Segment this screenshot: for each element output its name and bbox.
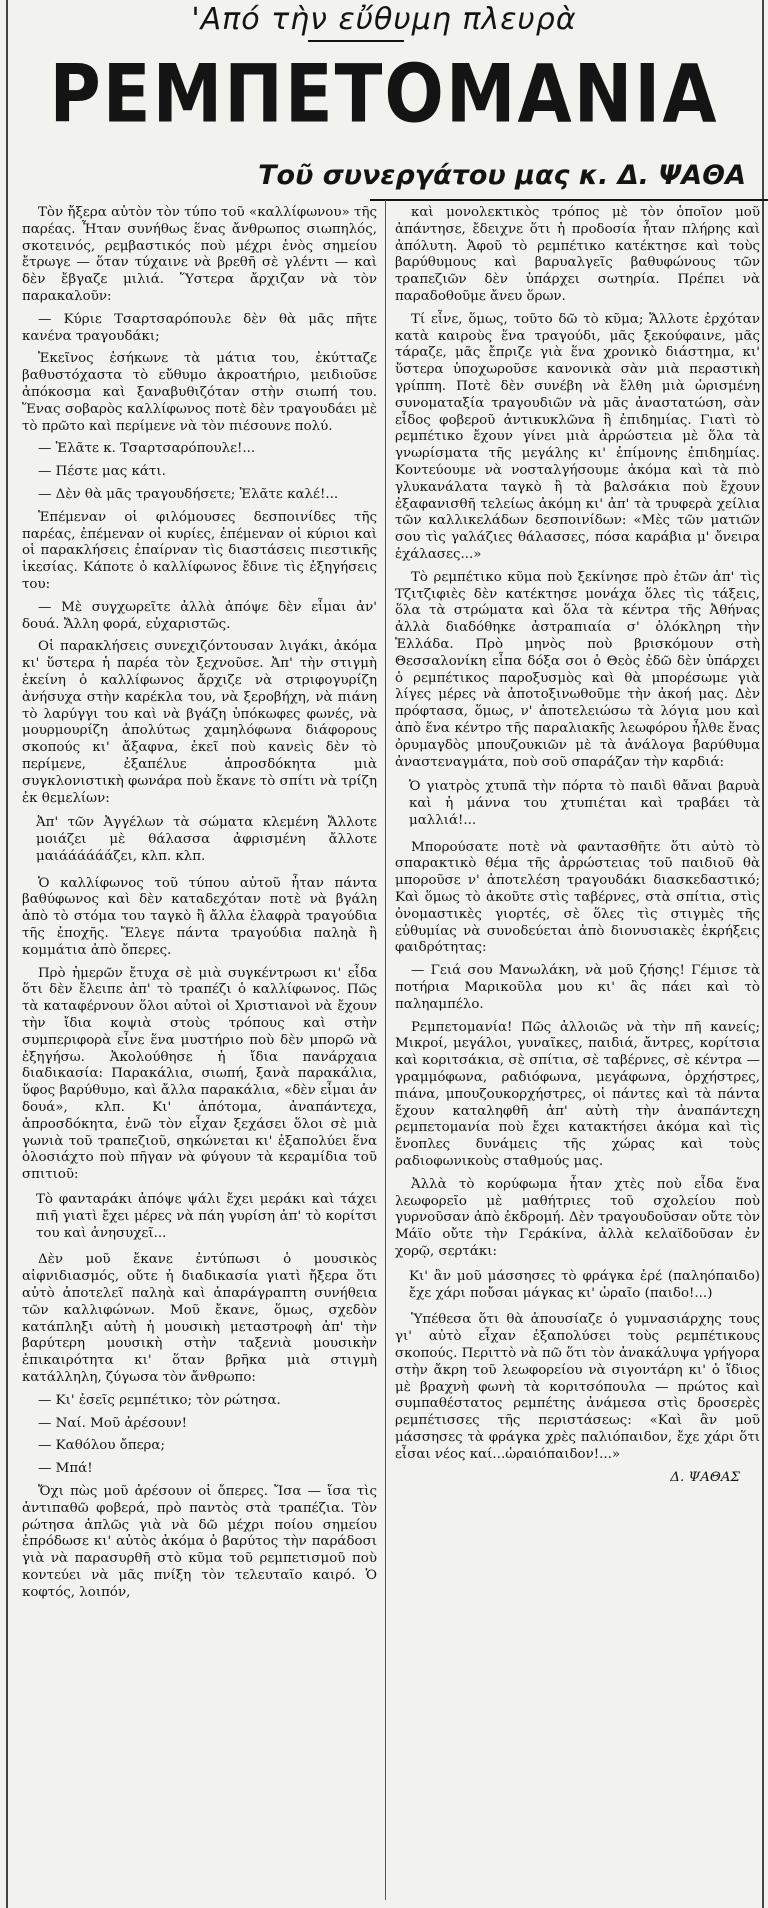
song-verse: Ὁ γιατρὸς χτυπᾶ τὴν πόρτα τὸ παιδὶ θἄναι βαρυὰ καὶ ἡ μάννα του χτυπιέται καὶ τραβάει τὰ μαλλιά!... [409,779,760,828]
paragraph: Ὄχι πὼς μοῦ ἀρέσουν οἱ ὄπερες. Ἴσα — ἴσα τὶς ἀντιπαθῶ φοβερά, πρὸ παντὸς στὰ τραπέζια. Τὸν ρώτησα ἁπλῶς γιὰ νὰ δῶ μέχρι ποίου σημείου ἐπρόδωσε κι' αὐτὸς ἀκόμα ὁ βαρύτος τὴν παράδοσι γιὰ νὰ παρασυρθῆ στὸ κῦμα τοῦ ρεμπετισμοῦ ποὺ κοντεύει νὰ μᾶς πνίξη τὸν τελευταῖο καιρό. Ὁ κοφτός, λοιπόν, [22,1483,377,1600]
kicker-underline [308,40,404,42]
paragraph: Δὲν μοῦ ἔκανε ἐντύπωσι ὁ μουσικὸς αἰφνιδιασμός, οὔτε ἡ διαδικασία γιατὶ ἤξερα ὅτι αὐτὸ ἀποτελεῖ παληὰ καὶ ἀπαράγραπτη συνήθεια τῶν καλλιφώνων. Μοῦ ἔκανε, ὅμως, σχεδὸν κατάπληξι αὐτὴ ἡ μουσικὴ μεταστροφὴ ἀπ' τὴν βαρύτερη μουσικὴ στὴν ταξενιὰ μουσικὴν ἐπικαιρότητα κι' ὅταν βρῆκα μιὰ στιγμὴ κατάλληλη, ζύγωσα τὸν ἄνθρωπο: [22,1252,377,1385]
paragraph: Ὑπέθεσα ὅτι θὰ ἀπουσίαζε ὁ γυμνασιάρχης τους γι' αὐτὸ εἶχαν ἐξαπολύσει τοὺς ρεμπέτικους σκοπούς. Περιττὸ νὰ πῶ ὅτι τὸν ἀνακάλυψα γρήγορα στὴν ἄκρη τοῦ λεωφορείου νὰ σιγοντάρη κι' ὁ ἴδιος μὲ βραχνὴ φωνὴ τὰ κοριτσόπουλα — πρώτος καὶ συμπαθέστατος ρεμπέτης ἀνάμεσα στὶς δροσερὲς ρεμπέτισσες τῆς περιστάσεως: «Καὶ ἂν μοῦ μάσσησες τὰ φράγκα χρὲς παλιόπαιδον, ἔχε χάρι ὅτι εἶσαι νέος καί...ὡραιόπαιδον!...» [395,1312,760,1462]
paragraph: — Δὲν θὰ μᾶς τραγουδήσετε; Ἐλᾶτε καλέ!... [38,486,339,502]
paragraph: — Μὲ συγχωρεῖτε ἀλλὰ ἀπόψε δὲν εἶμαι ἀν' δουά. Ἄλλη φορά, εὐχαριστῶς. [22,599,377,632]
article-byline: Τοῦ συνεργάτου μας κ. Δ. ΨΑΘΑ [258,160,746,191]
paragraph: Ἐκεῖνος ἐσήκωνε τὰ μάτια του, ἐκύτταζε βαθυστόχαστα τὸ εὔθυμο ἀκροατήριο, μειδιοῦσε ἀπόκοσμα καὶ ξαναβυθιζόταν στὴν σιωπή του. Ἕνας σοβαρὸς καλλίφωνος ποτὲ δὲν τραγουδάει μὲ τὸ πρῶτο καὶ περίμενε νὰ τὸν πιέσουνε πολύ. [22,351,377,434]
article-headline: ΡΕΜΠΕΤΟΜΑΝΙΑ [49,46,719,142]
paragraph: — Κι' ἐσεῖς ρεμπέτικο; τὸν ρώτησα. [38,1392,281,1408]
paragraph: — Κύριε Τσαρτσαρόπουλε δὲν θὰ μᾶς πῆτε κανένα τραγουδάκι; [22,311,377,344]
song-verse: Τὸ φανταράκι ἀπόψε ψάλι ἔχει μεράκι καὶ τάχει πιῆ γιατὶ ἔχει μέρες νὰ πάη γυρίση ἀπ' τὸ κορίτσι του καὶ ἀνησυχεῖ... [36,1192,377,1241]
paragraph: καὶ μονολεκτικὸς τρόπος μὲ τὸν ὁποῖον μοῦ ἀπάντησε, ἔδειχνε ὅτι ἡ προδοσία ἦταν πλήρης καὶ ἀπόλυτη. Ἀφοῦ τὸ ρεμπέτικο κατέκτησε καὶ τοὺς βαρύθυμους καὶ βαρυαλγεῖς βαθυφώνους τῶν τραπεζιῶν δὲν ὑπάρχει σωτηρία. Πρέπει νὰ παραδοθοῦμε ἄνευ ὅρων. [395,205,760,304]
paragraph: — Καθόλου ὄπερα; [38,1438,165,1454]
paragraph: — Ναί. Μοῦ ἀρέσουν! [38,1415,188,1431]
author-signature: Δ. ΨΑΘΑΣ [670,1469,740,1485]
paragraph: Ἐπέμεναν οἱ φιλόμουσες δεσποινίδες τῆς παρέας, ἐπέμεναν οἱ κυρίες, ἐπέμεναν οἱ κύριοι καὶ οἱ παρακλήσεις ἐπαίρναν τὶς διαστάσεις πιεστικῆς ἱκεσίας. Κάποτε ὁ καλλίφωνος ἔδινε τὶς ἐξηγήσεις του: [22,509,377,592]
article-kicker: 'Από τὴν εὔθυμη πλευρὰ [191,2,577,37]
column-divider [385,200,386,1900]
page-frame-left [6,0,8,1908]
left-column [22,205,377,1900]
page-frame-right [762,0,764,1908]
paragraph: Ρεμπετομανία! Πῶς ἀλλοιῶς νὰ τὴν πῆ κανείς; Μικροί, μεγάλοι, γυναῖκες, παιδιά, ἄντρες, κορίτσια καὶ κοριτσάκια, σὲ σπίτια, σὲ ταβέρνες, σὲ κέντρα — γραμμόφωνα, ραδιόφωνα, μεγάφωνα, ὀρχήστρες, πιάνα, μπουζουκορχήστρες, οἱ πάντες καὶ τὰ πάντα ἔχουν καταληφθῆ ἀπ' αὐτὴ τὴν ἀναπάντεχη ρεμπετομανία ποὺ ἔχει κατακτήσει ἀκόμα καὶ τὶς ἔνοπλες δυνάμεις τῆς χώρας καὶ τοὺς ραδιοφωνικοὺς σταθμούς μας. [395,1019,760,1170]
paragraph: — Πέστε μας κάτι. [38,464,166,480]
byline-rule [370,199,768,201]
paragraph: Τὸ ρεμπέτικο κῦμα ποὺ ξεκίνησε πρὸ ἐτῶν ἀπ' τὶς Τζιτζιφιὲς δὲν κατέκτησε μονάχα ὅλες τὶς τάξεις, ὅλα τὰ στρώματα καὶ ὅλα τὰ κέντρα τῆς Ἀθήνας ἀλλὰ διαδόθηκε ἀστραπιαία σ' ὁλόκληρη τὴν Ἑλλάδα. Πρὸ μηνὸς ποὺ βρισκόμουν στὴ Θεσσαλονίκη εἶπα δόξα σοι ὁ Θεὸς ἐδῶ δὲν ὑπάρχει ὁ ρεμπέτικος παροξυσμὸς καὶ θὰ μπορέσωμε γιὰ λίγες μέρες νὰ ἀποτοξινωθοῦμε τὴν ἀκοή μας. Δὲν πρόφτασα, ὅμως, ν' ἀποτελειώσω τὰ λόγια μου καὶ ἀπὸ ἕνα κέντρο τῆς παραλιακῆς λεωφόρου ἦλθε ἕνας ὀρυμαγδὸς μπουζουκιῶν μὲ τὰ ἀνάλογα βαρύθυμα ἀναστεναγμάτα, ποὺ σοῦ σπαράζαν τὴν καρδιά: [395,569,760,770]
paragraph: — Γειά σου Μανωλάκη, νὰ μοῦ ζήσης! Γέμισε τὰ ποτήρια Μαρικοῦλα μου κι' ἂς πάει καὶ τὸ παληαμπέλο. [395,963,760,1012]
song-verse: Ἀπ' τῶν Ἀγγέλων τὰ σώματα κλεμένη Ἄλλοτε μοιάζει μὲ θάλασσα ἀφρισμένη ἄλλοτε μαιάάάάάάζει, κλπ. κλπ. [36,815,377,864]
paragraph: Πρὸ ἡμερῶν ἔτυχα σὲ μιὰ συγκέντρωσι κι' εἶδα ὅτι δὲν ἔλειπε ἀπ' τὸ τραπέζι ὁ καλλίφωνος. Πῶς τὰ καταφέρνουν ὅλοι αὐτοὶ οἱ Χριστιανοὶ νὰ ἔχουν τὴν ἴδια κοψιὰ στοὺς τρόπους καὶ στὴν συμπεριφορὰ εἶνε ἕνα μυστήριο ποὺ δὲν μπορῶ νὰ ἐξηγήσω. Ἀκολούθησε ἡ ἴδια πανάρχαια διαδικασία: Παρακάλια, σιωπή, ξανὰ παρακάλια, ὕφος βαρύθυμο, καὶ ἄλλα παρακάλια, «δὲν εἶμαι ἀν δουά», κλπ. Κι' ἀπότομα, ἀναπάντεχα, ἀπροσδόκητα, ἐνῶ τὸν εἶχαν ξεχάσει ὅλοι σὲ μιὰ γωνιὰ τοῦ τραπεζιοῦ, σηκώνεται κι' ἐξαπολύει ἕνα ὁλοσιάχτο ποὺ πῆγαν νὰ φύγουν τὰ κεραμίδια τοῦ σπιτιοῦ: [22,965,377,1183]
right-column [395,205,760,1900]
song-verse: Κι' ἂν μοῦ μάσσησες τὸ φράγκα ἐρέ (παληόπαιδο) ἔχε χάρι ποὔσαι μάγκας κι' ὡραῖο (παιδο!...) [409,1268,760,1301]
paragraph: Τί εἶνε, ὅμως, τοῦτο δῶ τὸ κῦμα; Ἄλλοτε ἐρχόταν κατὰ καιροὺς ἕνα τραγούδι, μᾶς ξεκούφαινε, μᾶς τάραζε, μᾶς ἔπριζε γιὰ ἕνα χρονικὸ διάστημα, κι' ὕστερα ὑποχωροῦσε κανονικὰ σὰν μιὰ περαστικὴ γρίππη. Ποτὲ δὲν συνέβη νὰ ἔλθη μιὰ ὡρισμένη συνοματαξία τραγουδιῶν νὰ μᾶς ἀναστατώση, σὰν εἶδος φοβεροῦ ἀντικυκλῶνα ἢ ἐπιδημίας. Γιατὶ τὸ ρεμπέτικο ἔχουν γίνει μιὰ ἀρρώστεια μὲ ὅλα τὰ γνωρίσματα τῆς μεγάλης κι' ἐπίμονης ἐπιδημίας. Κοντεύουμε νὰ νοσταλγήσουμε ἀκόμα καὶ τὰ πιὸ γλυκανάλατα ταγκὸ ἢ τὰ βαλσάκια ποὺ ἔχουν ἐξαφανισθῆ τελείως ἀκόμη κι' ἀπ' τὰ τρυφερὰ χείλια τῶν καλλικελάδων δεσποινίδων: «Μὲς τῶν ματιῶν σου τὶς γαλάζιες θάλασσες, πόσα καράβια μ' ὄνειρα ἐχάλασες...» [395,311,760,562]
paragraph: Μπορούσατε ποτὲ νὰ φαντασθῆτε ὅτι αὐτὸ τὸ σπαρακτικὸ θέμα τῆς ἀρρώστειας τοῦ παιδιοῦ θὰ μποροῦσε ν' ἀποτελέση τραγουδάκι διασκεδαστικό; Καὶ ὅμως τὸ ἀκοῦτε στὶς ταβέρνες, στὰ σπίτια, στὶς ὀνομαστικὲς γιορτές, σὲ ὅλες τὶς στιγμὲς τῆς εὐθυμίας νὰ συνοδεύεται ἀπὸ διονυσιακὲς ἐκρήξεις φαιδρότητας: [395,839,760,956]
paragraph: — Ἐλᾶτε κ. Τσαρτσαρόπουλε!... [38,441,256,457]
paragraph: Ὁ καλλίφωνος τοῦ τύπου αὐτοῦ ἦταν πάντα βαθύφωνος καὶ δὲν καταδεχόταν ποτὲ νὰ βγάλη ἀπὸ τὸ στόμα του ταγκὸ ἢ ἄλλα ἐλαφρὰ τραγούδια τῆς ἐποχῆς. Ἔλεγε πάντα τραγούδια παληὰ ἢ κομμάτια ἀπὸ ὄπερες. [22,875,377,958]
paragraph: Ἀλλὰ τὸ κορύφωμα ἦταν χτὲς ποὺ εἶδα ἕνα λεωφορεῖο μὲ μαθήτριες τοῦ σχολείου ποὺ γυρνοῦσαν ἀπὸ ἐκδρομή. Δὲν τραγουδοῦσαν οὔτε τὸν Μάϊο οὔτε τὴν Γεράκίνα, ἀλλὰ κελαϊδοῦσαν ἐν χορῷ, σερτάκι: [395,1176,760,1260]
paragraph: Οἱ παρακλήσεις συνεχιζόντουσαν λιγάκι, ἀκόμα κι' ὕστερα ἡ παρέα τὸν ξεχνοῦσε. Ἀπ' τὴν στιγμὴ ἐκείνη ὁ καλλίφωνος ἄρχιζε νὰ στριφογυρίζη ἀνήσυχα στὴν καρέκλα του, νὰ ξεροβήχη, νὰ πιάνη τὸ λαρύγγι του καὶ νὰ βγάζη ὑπόκωφες φωνές, νὰ μουρμουρίζη ἀπολύτως χαμηλόφωνα διάφορους σκοπούς κι' ἄξαφνα, ἐκεῖ ποὺ κανεὶς δὲν τὸ περίμενε, ἐξαπέλυε ἀπροσδόκητα μιὰ συγκλονιστικὴ φωνάρα ποὺ ἔκανε τὸ σπίτι νὰ τρίζη ἐκ θεμελίων: [22,639,377,806]
paragraph: — Μπά! [38,1461,93,1477]
paragraph: Τὸν ἤξερα αὐτὸν τὸν τύπο τοῦ «καλλίφωνου» τῆς παρέας. Ἦταν συνήθως ἕνας ἄνθρωπος σιωπηλός, σκοτεινός, ρεμβαστικός ποὺ μέχρι ἑνὸς σημείου ἔτρωγε — ὅταν τύχαινε νὰ βρεθῆ σὲ γλέντι — καὶ δὲν ἔβγαζε μιλιά. Ὕστερα ἄρχιζαν νὰ τὸν παρακαλοῦν: [22,205,377,304]
